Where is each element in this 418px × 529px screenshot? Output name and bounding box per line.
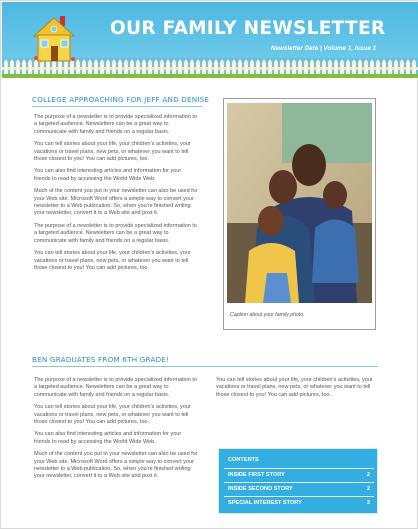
- paragraph: The purpose of a newsletter is to provide specialized information to a targeted audience. Newsletters can be a great way to communicate with family and friends on a regular basis.: [34, 377, 197, 398]
- paragraph: You can tell stories about your life, your children's activities, your vacations or travel plans, new pets, or whatever you want to tell those closest to you! You can add pictures, too.: [34, 404, 191, 426]
- story1-heading: COLLEGE APPROACHING FOR JEFF AND DENISE: [32, 95, 210, 104]
- contents-title: CONTENTS: [228, 457, 259, 463]
- contents-box: [218, 448, 378, 514]
- paragraph: Much of the content you put in your newsletter can also be used for your Web site. Microsoft Word offers a simple way to convert your newsletter to a Web publication. So, when you're finished writing your newsletter, convert it to a Web site and post it.: [34, 188, 198, 217]
- story2-heading-rule: [32, 366, 378, 367]
- contents-divider: [224, 496, 374, 497]
- contents-item-page: 2: [366, 472, 370, 478]
- paragraph: You can tell stories about your life, your children's activities, your vacations or travel plans, new pets, or whatever you want to tell those closest to you! You can add pictures, too.: [34, 141, 191, 163]
- contents-item-page: 2: [366, 486, 370, 492]
- issue-line: Newsletter Date | Volume 1, Issue 1: [271, 45, 377, 52]
- paragraph: The purpose of a newsletter is to provide specialized information to a targeted audience. Newsletters can be a great way to communicate with family and friends on a regular basis.: [34, 114, 197, 135]
- paragraph: You can also find interesting articles and information for your friends to read by accessing the World Wide Web.: [34, 431, 182, 445]
- photo-caption: Caption about your family photo.: [230, 312, 305, 318]
- house-illustration: [30, 12, 78, 64]
- contents-item-page: 2: [366, 500, 370, 506]
- family-photo: [227, 103, 372, 303]
- story2-right-column: [216, 377, 379, 404]
- story2-heading: BEN GRADUATES FROM 6TH GRADE!: [32, 355, 170, 364]
- contents-item-label: INSIDE FIRST STORY: [228, 472, 285, 478]
- paragraph: Much of the content you put in your newsletter can also be used for your Web site. Microsoft Word offers a simple way to convert your newsletter to a Web publication. So, when you're finished writing your newsletter, convert it to a Web site and post it.: [34, 451, 198, 480]
- paragraph: You can tell stories about your life, your children's activities, your vacations or travel plans, new pets, or whatever you want to tell those closest to you! You can add pictures, too.: [34, 250, 191, 271]
- contents-divider: [224, 468, 374, 469]
- story1-body: [34, 114, 199, 277]
- paragraph: You can also find interesting articles and information for your friends to read by accessing the World Wide Web.: [34, 168, 182, 182]
- photo-frame: [223, 98, 376, 330]
- masthead-banner: [2, 2, 418, 78]
- newsletter-title: OUR FAMILY NEWSLETTER: [110, 18, 386, 39]
- paragraph: You can tell stories about your life, your children's activities, your vacations or travel plans, new pets, or whatever you want to tell those closest to you! You can add pictures, too.: [216, 377, 373, 398]
- story2-left-column: [34, 377, 199, 486]
- paragraph: The purpose of a newsletter is to provide specialized information to a targeted audience. Newsletters can be a great way to communicate with family and friends on a regular basis.: [34, 222, 197, 244]
- contents-divider: [224, 482, 374, 483]
- story1-heading-rule: [32, 106, 202, 107]
- contents-item-label: INSIDE SECOND STORY: [228, 486, 293, 492]
- contents-item-label: SPECIAL INTEREST STORY: [228, 500, 302, 506]
